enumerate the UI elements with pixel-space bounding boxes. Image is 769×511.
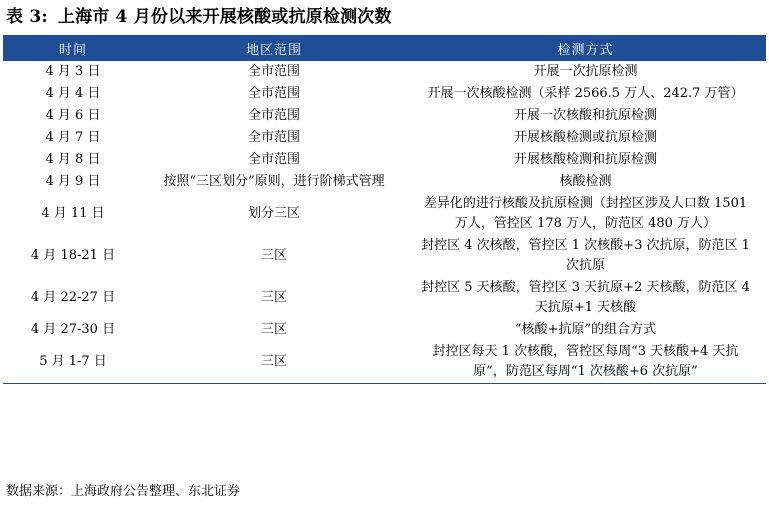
table-row xyxy=(3,127,766,149)
header-region: 地区范围 xyxy=(143,35,405,61)
table-row xyxy=(3,235,766,277)
cell-region: 全市范围 xyxy=(247,108,300,123)
table-row xyxy=(3,277,766,319)
table-row xyxy=(3,83,766,105)
cell-time: 4 月 11 日 xyxy=(41,206,105,221)
cell-time: 4 月 6 日 xyxy=(45,108,101,123)
table-row xyxy=(3,105,766,127)
cell-method: 封控区每天 1 次核酸，管控区每周“3 天核酸+4 天抗原”，防范区每周“1 次核酸+6 次抗原” xyxy=(405,341,766,384)
table-title-text: 上海市 4 月份以来开展核酸或抗原检测次数 xyxy=(57,7,392,27)
cell-method: 封控区 5 天核酸，管控区 3 天抗原+2 天核酸，防范区 4 天抗原+1 天核酸 xyxy=(421,280,750,315)
cell-time: 4 月 27-30 日 xyxy=(30,322,116,337)
cell-method: 核酸检测 xyxy=(559,174,612,189)
cell-region: 全市范围 xyxy=(247,152,300,167)
table-row xyxy=(3,171,766,193)
cell-region: 全市范围 xyxy=(247,64,300,79)
cell-region: 全市范围 xyxy=(247,130,300,145)
header-method: 检测方式 xyxy=(405,35,766,61)
cell-time: 4 月 8 日 xyxy=(45,152,101,167)
table-row xyxy=(3,149,766,171)
cell-region: 全市范围 xyxy=(247,86,300,101)
cell-time: 4 月 4 日 xyxy=(45,86,101,101)
cell-region: 三区 xyxy=(143,341,405,384)
cell-time: 4 月 9 日 xyxy=(45,174,101,189)
header-time: 时间 xyxy=(3,35,143,61)
cell-time: 4 月 3 日 xyxy=(45,64,101,79)
cell-method: 开展核酸检测和抗原检测 xyxy=(513,152,657,167)
table-title xyxy=(6,6,392,28)
cell-region: 划分三区 xyxy=(247,206,300,221)
cell-method: 开展一次核酸和抗原检测 xyxy=(513,108,657,123)
cell-method: 开展一次核酸检测（采样 2566.5 万人、242.7 万管） xyxy=(427,86,744,101)
table-row xyxy=(3,193,766,235)
table-row xyxy=(3,61,766,83)
cell-method: 开展一次抗原检测 xyxy=(533,64,638,79)
table-row xyxy=(3,319,766,341)
cell-method: 封控区 4 次核酸，管控区 1 次核酸+3 次抗原，防范区 1 次抗原 xyxy=(421,238,750,273)
cell-method: 差异化的进行核酸及抗原检测（封控区涉及人口数 1501 万人，管控区 178 万人，防范区 480 万人） xyxy=(423,196,748,231)
cell-time: 4 月 18-21 日 xyxy=(30,248,116,263)
table-header-row xyxy=(3,35,766,61)
table-title-label: 表 3: xyxy=(6,7,48,27)
testing-table xyxy=(3,35,766,384)
cell-region: 按照“三区划分”原则，进行阶梯式管理 xyxy=(163,174,385,189)
source-note: 数据来源：上海政府公告整理、东北证券 xyxy=(6,484,241,499)
cell-method: 开展核酸检测或抗原检测 xyxy=(513,130,657,145)
cell-region: 三区 xyxy=(260,290,287,305)
cell-time: 4 月 7 日 xyxy=(45,130,101,145)
cell-method: “核酸+抗原”的组合方式 xyxy=(514,322,657,337)
cell-region: 三区 xyxy=(260,248,287,263)
cell-region: 三区 xyxy=(260,322,287,337)
table-row xyxy=(3,341,766,384)
cell-time: 5 月 1-7 日 xyxy=(3,341,143,384)
cell-time: 4 月 22-27 日 xyxy=(30,290,116,305)
